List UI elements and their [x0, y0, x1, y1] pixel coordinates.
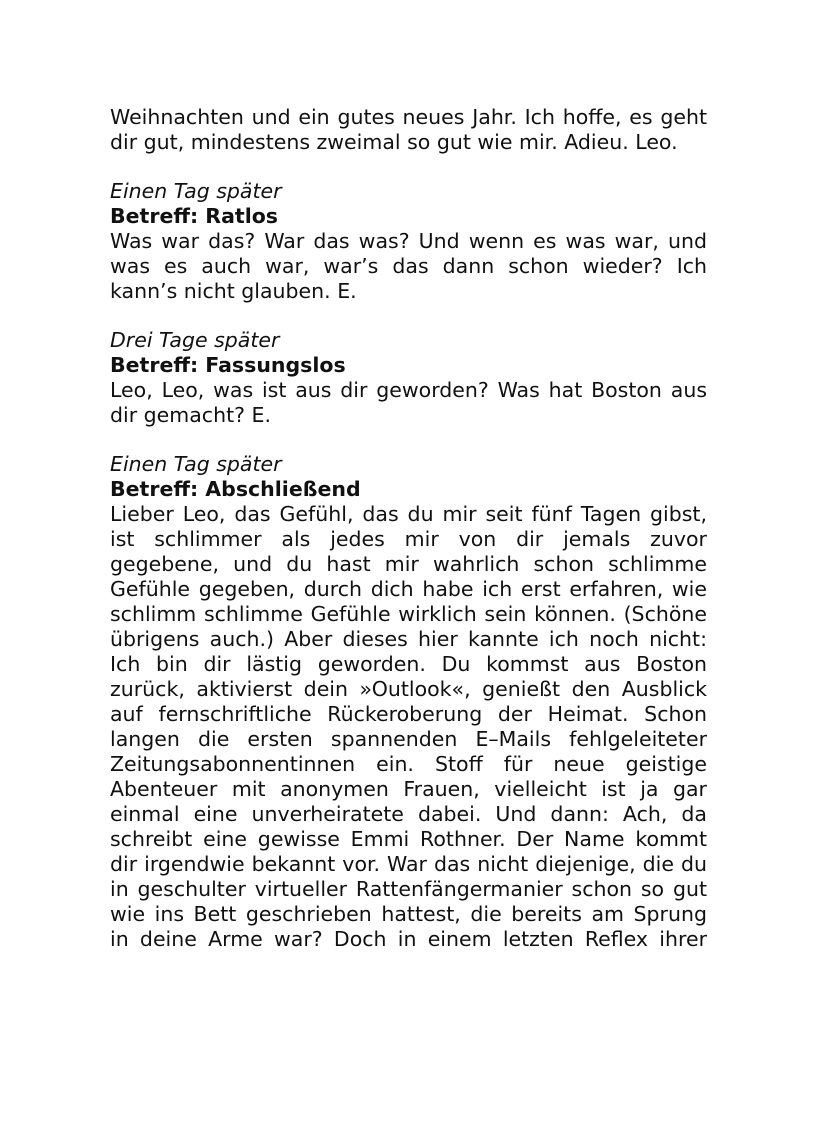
entry-date: Drei Tage später: [110, 328, 280, 352]
spacer: [110, 304, 707, 328]
document-page: [110, 105, 707, 952]
spacer: [110, 428, 707, 452]
entry-subject: Betreff: Fassungslos: [110, 353, 346, 377]
entry-body: Was war das? War das was? Und wenn es was war, und was es auch war, war’s das dann schon wieder? Ich kann’s nicht glauben. E.: [110, 229, 707, 303]
entry-subject: Betreff: Ratlos: [110, 204, 279, 228]
intro-paragraph: Weihnachten und ein gutes neues Jahr. Ich hoffe, es geht dir gut, mindestens zweimal so gut wie mir. Adieu. Leo.: [110, 105, 707, 154]
spacer: [110, 155, 707, 179]
email-entry-fassungslos: [110, 328, 707, 428]
entry-date: Einen Tag später: [110, 179, 282, 203]
entry-subject: Betreff: Abschließend: [110, 477, 361, 501]
email-entry-abschliessend: [110, 452, 707, 952]
entry-body: Lieber Leo, das Gefühl, das du mir seit fünf Tagen gibst, ist schlimmer als jedes mir von dir jemals zuvor gegebene, und du hast mir wahrlich schon schlimme Gefühle gegeben, durch dich habe ich erst erfahren, wie schlimm schlimme Gefühle wirklich sein können. (Schöne übrigens auch.) Aber dieses hier kannte ich noch nicht: Ich bin dir lästig geworden. Du kommst aus Boston zurück, aktivierst dein »Outlook«, genießt den Ausblick auf fernschriftliche Rückeroberung der Heimat. Schon langen die ersten spannenden E–Mails fehlgeleiteter Zeitungsabonnentinnen ein. Stoff für neue geistige Abenteuer mit anonymen Frauen, vielleicht ist ja gar einmal eine unverheiratete dabei. Und dann: Ach, da schreibt eine gewisse Emmi Rothner. Der Name kommt dir irgendwie bekannt vor. War das nicht diejenige, die du in geschulter virtueller Rattenfängermanier schon so gut wie ins Bett geschrieben hattest, die bereits am Sprung in deine Arme war? Doch in einem letzten Reflex ihrer: [110, 502, 707, 951]
email-entry-ratlos: [110, 179, 707, 304]
entry-body: Leo, Leo, was ist aus dir geworden? Was hat Boston aus dir gemacht? E.: [110, 378, 707, 427]
entry-date: Einen Tag später: [110, 452, 282, 476]
